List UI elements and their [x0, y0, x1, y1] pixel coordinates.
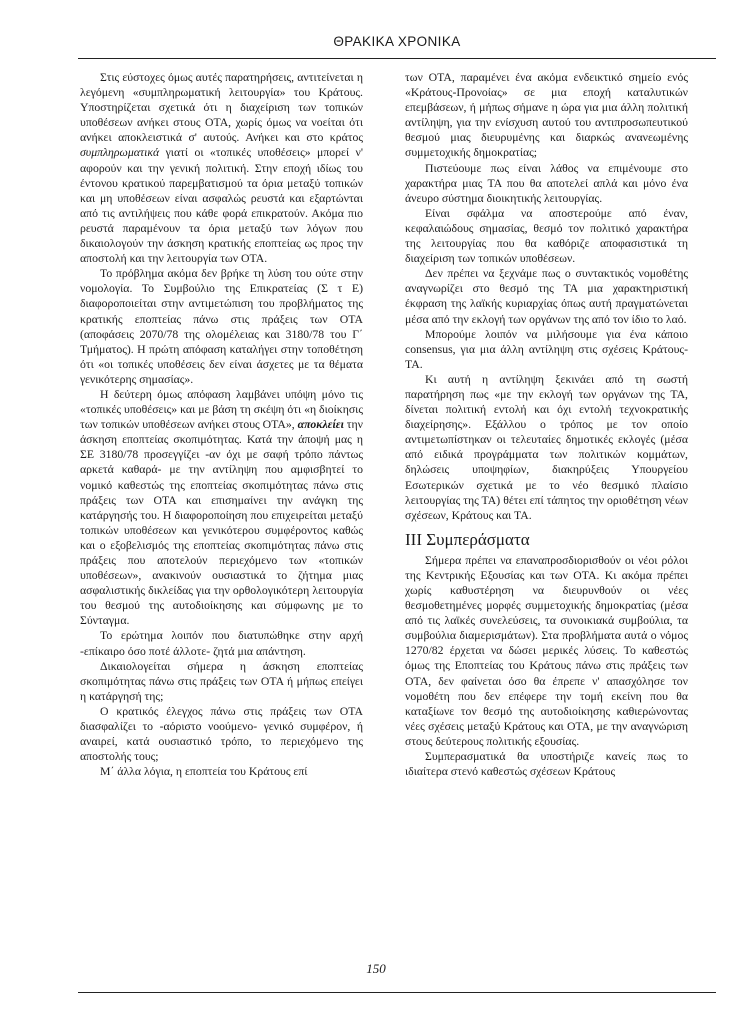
- paragraph: Η δεύτερη όμως απόφαση λαμβάνει υπόψη μόνο τις «τοπικές υποθέσεις» και με βάση τη σκέψη ότι «η διοίκησις των τοπικών υποθέσεων ανήκει στους ΟΤΑ», αποκλείει την άσκηση εποπτείας σκοπιμότητας. Κατά την άποψή μας η ΣΕ 3180/78 προσεγγίζει -αν όχι με σαφή τρόπο πάντως αρκετά καθαρά- με την αντίληψη που αμφισβητεί το νομικό καθεστώς της εποπτείας σκοπιμότητας πάνω στις πράξεις των ΟΤΑ και επισημαίνει την ανάγκη της κατάργησής του. Η διαφοροποίηση που επιχειρείται μεταξύ τοπικών υποθέσεων και γενικότερου συμφέροντος καθώς και ο εξοβελισμός της εποπτείας σκοπιμότητας πάνω στις πράξεις που αποτελούν περιεχόμενο των «τοπικών υποθέσεων», ανακινούν ουσιαστικά το ζήτημα μιας ασφαλιστικής δικλείδας για την ορθολογικότερη λειτουργία του θεσμού της αυτοδιοίκησης και σύμφωνης με το Σύνταγμα.: [80, 387, 363, 628]
- paragraph: Μ΄ άλλα λόγια, η εποπτεία του Κράτους επί: [100, 765, 308, 779]
- paragraph: Το πρόβλημα ακόμα δεν βρήκε τη λύση του ούτε στην νομολογία. Το Συμβούλιο της Επικρατείας (Σ τ Ε) διαφοροποιείται στην αντιμετώπιση του προβλήματος της κρατικής εποπτείας πάνω στις πράξεις των ΟΤΑ (αποφάσεις 2070/78 της ολομέλειας και 3180/78 του Γ΄ Τμήματος). Η πρώτη απόφαση καταλήγει στην τοποθέτηση ότι «οι τοπικές υποθέσεις δεν είναι άσχετες με τα θέματα γενικότερης σημασίας».: [80, 267, 363, 386]
- emphasis-text: συμπληρωματικά: [80, 146, 160, 160]
- header-rule: [78, 58, 716, 59]
- paragraph: Ο κρατικός έλεγχος πάνω στις πράξεις των ΟΤΑ διασφαλίζει το -αόριστο νοούμενο- γενικό συμφέρον, ή αναιρεί, κατά ουσιαστικό τρόπο, το περιεχόμενο της αποστολής τους;: [80, 704, 363, 764]
- paragraph: Στις εύστοχες όμως αυτές παρατηρήσεις, αντιτείνεται η λεγόμενη «συμπληρωματική λειτουργία» του Κράτους. Υποστηρίζεται σχετικά ότι η διαχείριση των τοπικών υποθέσεων ανήκει στους ΟΤΑ, χωρίς όμως να νοείται ότι ανήκει αποκλειστικά σ' αυτούς. Ανήκει και στο κράτος συμπληρωματικά γιατί οι «τοπικές υποθέσεις» μπορεί ν' αφορούν και την γενική πολιτική. Στην εποχή ιδίως του έντονου κρατικού παρεμβατισμού τα όρια μεταξύ τοπικών και μη υποθέσεων είναι ασφαλώς ρευστά και εξαρτώνται από τις αντιλήψεις που κάθε φορά επικρατούν. Ακόμα πιο ρευστά παραμένουν τα όρια μεταξύ των λόγων που δικαιολογούν την άσκηση κρατικής εποπτείας ως προς την αποστολή και την λειτουργία των ΟΤΑ.: [80, 71, 363, 266]
- paragraph: Δεν πρέπει να ξεχνάμε πως ο συντακτικός νομοθέτης αναγνωρίζει στο θεσμό της ΤΑ μια χαρακτηριστική έκφραση της λαϊκής κυριαρχίας όπως αυτή πραγματώνεται μέσα από την εκλογή των οργάνων της από τον ίδιο το λαό.: [405, 267, 688, 326]
- right-column: [405, 70, 688, 779]
- paragraph: Κι αυτή η αντίληψη ξεκινάει από τη σωστή παρατήρηση πως «με την εκλογή των οργάνων της ΤΑ, δίνεται πολιτική εντολή και όχι εντολή τεχνοκρατικής διαχείρησης». Εξάλλου ο τρόπος με τον οποίο αντιμετωπίστηκαν οι τελευταίες δημοτικές εκλογές (μέσα από ειδικά προγράμματα των πολιτικών κομμάτων, δηλώσεις υποψηφίων, διακηρύξεις Υπουργείου Εσωτερικών σχετικά με το νέο θεσμικό πλαίσιο λειτουργίας της ΤΑ) θέτει επί τάπητος την οριοθέτηση νέων σχέσεων, Κράτους και ΤΑ.: [405, 372, 688, 522]
- footer-rule: [78, 992, 716, 993]
- page-number: 150: [366, 961, 386, 976]
- section-heading: III Συμπεράσματα: [405, 529, 530, 549]
- paragraph: Σήμερα πρέπει να επαναπροσδιορισθούν οι νέοι ρόλοι της Κεντρικής Εξουσίας και των ΟΤΑ. Κι ακόμα πρέπει χωρίς καθυστέρηση να διευρυνθούν οι νέες θεσμοθετημένες μορφές συμμετοχικής δημοκρατίας (μέσα από τις λαϊκές συνελεύσεις, τα συνοικιακά συμβούλια, τα συμβούλια διαμερισμάτων). Στα προβλήματα αυτά ο νόμος 1270/82 έρχεται να δώσει μερικές λύσεις. Το καθεστώς όμως της Εποπτείας του Κράτους πάνω στις πράξεις των ΟΤΑ, δεν φαίνεται όσο θα έπρεπε ν' απασχόλησε τον νομοθέτη που δεν επέφερε την τομή εκείνη που θα καταξίωνε τον θεσμό της αυτοδιοίκησης καθιερώνοντας νέες σχέσεις μεταξύ Κράτους και ΟΤΑ, με την αναγνώριση στους δεύτερους πολιτικής εξουσίας.: [405, 553, 688, 748]
- paragraph: Συμπερασματικά θα υποστήριζε κανείς πως το ιδιαίτερα στενό καθεστώς σχέσεων Κράτους: [405, 750, 688, 779]
- paragraph: Δικαιολογείται σήμερα η άσκηση εποπτείας σκοπιμότητας πάνω στις πράξεις των ΟΤΑ ή μήπως επείγει η κατάργησή της;: [80, 659, 363, 703]
- running-header: ΘΡΑΚΙΚΑ ΧΡΟΝΙΚΑ: [333, 34, 461, 49]
- left-column: [80, 70, 363, 779]
- paragraph: Το ερώτημα λοιπόν που διατυπώθηκε στην αρχή -επίκαιρο όσο ποτέ άλλοτε- ζητά μια απάντηση.: [80, 629, 363, 658]
- paragraph: Πιστεύουμε πως είναι λάθος να επιμένουμε στο χαρακτήρα μιας ΤΑ που θα αποτελεί απλά και μόνο ένα άνευρο σύστημα διοικητικής λειτουργίας.: [405, 161, 688, 205]
- paragraph: Είναι σφάλμα να αποστερούμε από έναν, κεφαλαιώδους σημασίας, θεσμό τον πολιτικό χαρακτήρα της λειτουργίας που θα καθόριζε αποφασιστικά τη διαχείριση των τοπικών υποθέσεων.: [405, 206, 688, 266]
- paragraph: των ΟΤΑ, παραμένει ένα ακόμα ενδεικτικό σημείο ενός «Κράτους-Προνοίας» σε μια εποχή καταλυτικών επεμβάσεων, ή μήπως σήμανε η ώρα για μια άλλη πολιτική αντίληψη, για την ενίσχυση αυτού του αντιπροσωπευτικού θεσμού μιας διευρυμένης και διαρκώς ανανεωμένης συμμετοχικής δημοκρατίας;: [405, 71, 688, 160]
- bold-emphasis-text: αποκλείει: [297, 418, 344, 432]
- paragraph: Μπορούμε λοιπόν να μιλήσουμε για ένα κάποιο consensus, για μια άλλη αντίληψη στις σχέσεις Κράτους-ΤΑ.: [405, 327, 688, 371]
